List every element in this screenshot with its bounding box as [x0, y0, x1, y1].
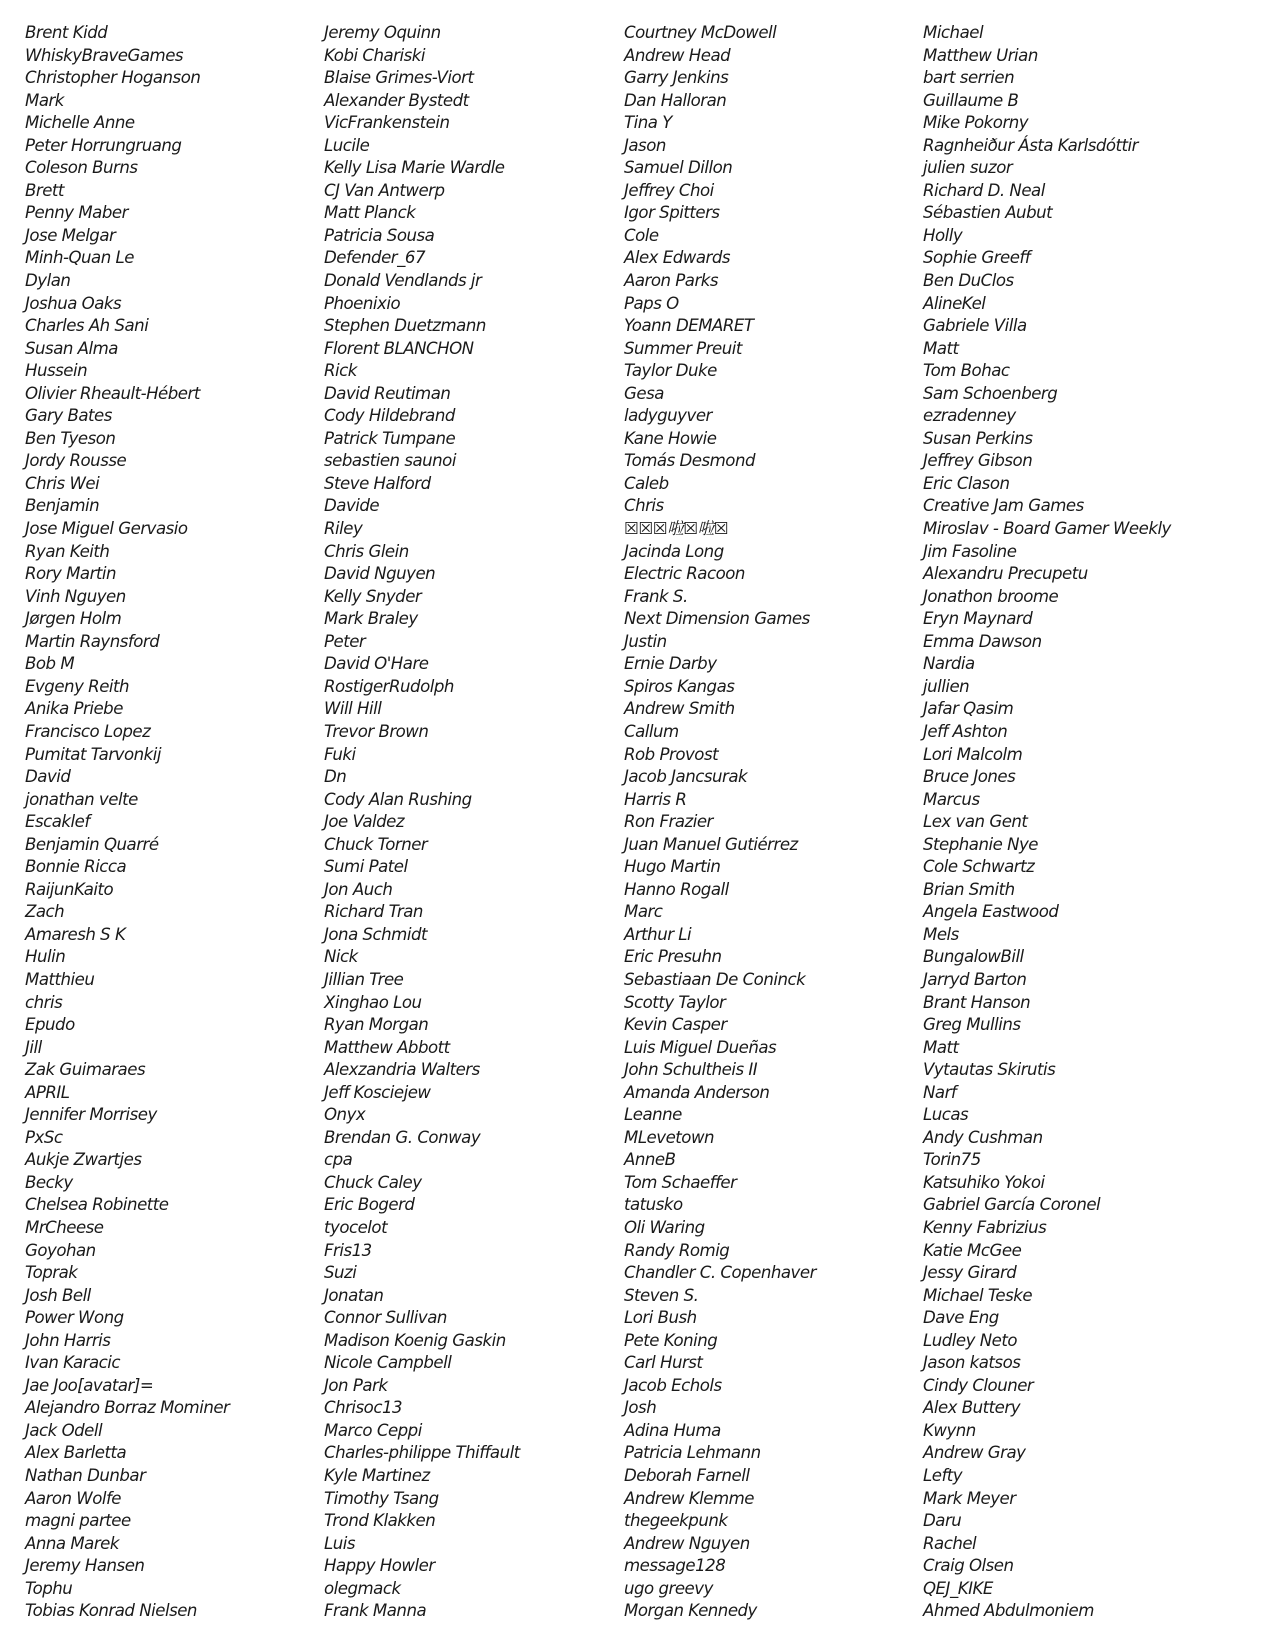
name-entry: Rachel: [923, 1533, 977, 1553]
name-entry: Jonatan: [324, 1285, 384, 1305]
name-entry: David O'Hare: [324, 654, 429, 674]
name-entry: Nick: [324, 947, 358, 967]
name-entry: Vinh Nguyen: [25, 586, 126, 606]
name-entry: Ahmed Abdulmoniem: [923, 1601, 1094, 1621]
name-entry: thegeekpunk: [624, 1511, 728, 1531]
name-entry: tatusko: [624, 1195, 683, 1215]
name-entry: Brett: [25, 180, 64, 200]
name-entry: Garry Jenkins: [624, 68, 729, 88]
name-entry: Courtney McDowell: [624, 23, 777, 42]
name-entry: Stephen Duetzmann: [324, 316, 486, 336]
name-entry: jullien: [923, 676, 970, 696]
name-entry: Riley: [324, 519, 363, 539]
name-entry: Ludley Neto: [923, 1330, 1017, 1350]
name-entry: Jennifer Morrisey: [25, 1105, 157, 1125]
name-entry: Francisco Lopez: [25, 721, 151, 741]
name-entry: Jacinda Long: [624, 541, 724, 561]
name-entry: Emma Dawson: [923, 631, 1042, 651]
name-entry: RaijunKaito: [25, 879, 114, 899]
name-entry: Matt Planck: [324, 203, 416, 223]
name-entry: bart serrien: [923, 68, 1015, 88]
name-entry: Mark Meyer: [923, 1488, 1016, 1508]
name-entry: Chuck Caley: [324, 1172, 422, 1192]
name-entry: Stephanie Nye: [923, 834, 1039, 854]
name-entry: Xinghao Lou: [324, 992, 422, 1012]
name-entry: John Schultheis II: [624, 1060, 758, 1080]
name-entry: John Harris: [25, 1330, 111, 1350]
name-entry: Kenny Fabrizius: [923, 1217, 1047, 1237]
name-entry: Jacob Echols: [624, 1375, 722, 1395]
name-entry: Matthieu: [25, 969, 95, 989]
name-entry: Andrew Smith: [624, 699, 735, 719]
name-entry: Benjamin: [25, 496, 100, 516]
name-entry: Cody Hildebrand: [324, 406, 455, 426]
name-entry: Carl Hurst: [624, 1353, 703, 1373]
name-entry: Kevin Casper: [624, 1015, 727, 1035]
name-entry: Goyohan: [25, 1240, 96, 1260]
name-entry: Happy Howler: [324, 1556, 435, 1576]
name-entry: Matthew Urian: [923, 45, 1038, 65]
name-entry: Jeremy Oquinn: [324, 23, 441, 42]
name-entry: Jason: [624, 135, 666, 155]
name-entry: Jill: [25, 1037, 42, 1057]
name-entry: CJ Van Antwerp: [324, 180, 445, 200]
name-entry: ladyguyver: [624, 406, 712, 426]
name-entry: Alexander Bystedt: [324, 90, 469, 110]
name-entry: Caleb: [624, 473, 669, 493]
name-entry: Charles Ah Sani: [25, 316, 149, 336]
name-entry: Tophu: [25, 1578, 73, 1598]
name-entry: Marc: [624, 902, 663, 922]
name-entry: Benjamin Quarré: [25, 834, 159, 854]
name-entry: Sam Schoenberg: [923, 383, 1058, 403]
name-entry: Susan Perkins: [923, 428, 1033, 448]
name-entry: Gabriele Villa: [923, 316, 1027, 336]
name-entry: Brian Smith: [923, 879, 1015, 899]
name-entry: Torin75: [923, 1150, 981, 1170]
name-entry: Joshua Oaks: [25, 293, 122, 313]
name-entry: Jim Fasoline: [923, 541, 1017, 561]
name-entry: Jeff Kosciejew: [324, 1082, 431, 1102]
name-entry: Zach: [25, 902, 65, 922]
name-entry: Penny Maber: [25, 203, 128, 223]
name-entry: message128: [624, 1556, 726, 1576]
name-entry: ezradenney: [923, 406, 1016, 426]
name-entry: Kelly Snyder: [324, 586, 422, 606]
name-entry: Hanno Rogall: [624, 879, 729, 899]
name-entry: Alexandru Precupetu: [923, 564, 1088, 584]
name-column-3: [624, 22, 924, 1623]
name-entry: Nardia: [923, 654, 975, 674]
name-entry: sebastien saunoi: [324, 451, 456, 471]
name-entry: ugo greevy: [624, 1578, 713, 1598]
name-entry: Evgeny Reith: [25, 676, 130, 696]
name-entry: Gesa: [624, 383, 664, 403]
name-entry: Lucile: [324, 135, 370, 155]
name-entry: Mark Braley: [324, 609, 418, 629]
name-entry: Josh: [624, 1398, 657, 1418]
name-entry: Andy Cushman: [923, 1127, 1043, 1147]
name-entry: Epudo: [25, 1015, 75, 1035]
name-entry: Vytautas Skirutis: [923, 1060, 1056, 1080]
name-entry: Mark: [25, 90, 64, 110]
name-entry: Amanda Anderson: [624, 1082, 770, 1102]
name-entry: Dylan: [25, 271, 71, 291]
name-entry: Andrew Nguyen: [624, 1533, 750, 1553]
name-entry: Ron Frazier: [624, 812, 713, 832]
name-entry: Brendan G. Conway: [324, 1127, 481, 1147]
name-entry: Eric Bogerd: [324, 1195, 415, 1215]
name-entry: Leanne: [624, 1105, 682, 1125]
name-entry: Cody Alan Rushing: [324, 789, 472, 809]
name-entry: Fuki: [324, 744, 356, 764]
name-entry: Mels: [923, 924, 959, 944]
name-entry: Trevor Brown: [324, 721, 429, 741]
name-entry: Luis Miguel Dueñas: [624, 1037, 777, 1057]
name-entry: Cole: [624, 225, 659, 245]
name-entry: Tina Y: [624, 113, 672, 133]
name-entry: Scotty Taylor: [624, 992, 726, 1012]
name-entry: Jon Auch: [324, 879, 393, 899]
name-entry: Hussein: [25, 361, 88, 381]
name-entry: Sebastiaan De Coninck: [624, 969, 806, 989]
name-entry: Jeffrey Choi: [624, 180, 714, 200]
name-entry: Alex Barletta: [25, 1443, 127, 1463]
name-entry: Michelle Anne: [25, 113, 135, 133]
name-entry: Patrick Tumpane: [324, 428, 456, 448]
name-entry: Jeffrey Gibson: [923, 451, 1033, 471]
name-entry: Cole Schwartz: [923, 857, 1035, 877]
name-entry: MrCheese: [25, 1217, 104, 1237]
name-entry: VicFrankenstein: [324, 113, 450, 133]
name-entry: Jacob Jancsurak: [624, 767, 748, 787]
name-entry: Rob Provost: [624, 744, 719, 764]
name-entry: Will Hill: [324, 699, 382, 719]
name-entry: MLevetown: [624, 1127, 715, 1147]
name-entry: Peter: [324, 631, 366, 651]
name-entry: tyocelot: [324, 1217, 388, 1237]
name-entry: cpa: [324, 1150, 353, 1170]
name-entry: Tom Schaeffer: [624, 1172, 737, 1192]
name-entry: Holly: [923, 225, 963, 245]
name-entry: Zak Guimaraes: [25, 1060, 146, 1080]
name-column-4: [923, 22, 1223, 1623]
name-entry: WhiskyBraveGames: [25, 45, 184, 65]
name-entry: Electric Racoon: [624, 564, 745, 584]
name-entry: Madison Koenig Gaskin: [324, 1330, 506, 1350]
name-entry: Hulin: [25, 947, 66, 967]
name-entry: Morgan Kennedy: [624, 1601, 757, 1621]
name-entry: Aaron Parks: [624, 271, 719, 291]
name-entry: Florent BLANCHON: [324, 338, 474, 358]
name-entry: Ivan Karacic: [25, 1353, 120, 1373]
name-entry: Nathan Dunbar: [25, 1466, 146, 1485]
name-entry: Bob M: [25, 654, 75, 674]
name-entry: magni partee: [25, 1511, 131, 1531]
name-entry: Jae Joo[avatar]=: [25, 1375, 154, 1395]
name-entry: Alex Buttery: [923, 1398, 1021, 1418]
name-entry: Juan Manuel Gutiérrez: [624, 834, 798, 854]
name-entry: Lefty: [923, 1466, 963, 1485]
name-entry: Sophie Greeff: [923, 248, 1031, 268]
name-entry: Gabriel García Coronel: [923, 1195, 1101, 1215]
name-entry: Bonnie Ricca: [25, 857, 127, 877]
name-entry: Matt: [923, 1037, 959, 1057]
name-entry: Marcus: [923, 789, 980, 809]
name-entry: Adina Huma: [624, 1420, 721, 1440]
name-entry: Defender_67: [324, 248, 426, 268]
name-entry: Yoann DEMARET: [624, 316, 754, 336]
name-entry: Andrew Head: [624, 45, 731, 65]
name-entry: Rick: [324, 361, 357, 381]
name-entry: Olivier Rheault-Hébert: [25, 383, 200, 403]
name-entry: Chandler C. Copenhaver: [624, 1263, 816, 1283]
name-entry: Jeremy Hansen: [25, 1556, 145, 1576]
name-entry: chris: [25, 992, 63, 1012]
name-entry: Ben Tyeson: [25, 428, 116, 448]
name-entry: Marco Ceppi: [324, 1420, 422, 1440]
name-entry: Ragnheiður Ásta Karlsdóttir: [923, 135, 1138, 155]
name-entry: Samuel Dillon: [624, 158, 733, 178]
name-entry: Sébastien Aubut: [923, 203, 1053, 223]
name-entry: Brant Hanson: [923, 992, 1031, 1012]
name-entry: jonathan velte: [25, 789, 138, 809]
name-entry: APRIL: [25, 1082, 70, 1102]
name-entry: Lucas: [923, 1105, 969, 1125]
name-entry: Kane Howie: [624, 428, 717, 448]
name-entry: Jack Odell: [25, 1420, 103, 1440]
name-entry: Harris R: [624, 789, 687, 809]
name-entry: Luis: [324, 1533, 356, 1553]
name-entry: Connor Sullivan: [324, 1308, 447, 1328]
name-entry: Eryn Maynard: [923, 609, 1033, 629]
name-entry: BungalowBill: [923, 947, 1024, 967]
name-entry: Josh Bell: [25, 1285, 91, 1305]
name-entry: Kwynn: [923, 1420, 976, 1440]
name-entry: Dave Eng: [923, 1308, 999, 1328]
name-entry: Jona Schmidt: [324, 924, 427, 944]
name-entry: Spiros Kangas: [624, 676, 735, 696]
name-entry: QEJ_KIKE: [923, 1578, 993, 1598]
name-entry: Hugo Martin: [624, 857, 721, 877]
name-entry: Jon Park: [324, 1375, 388, 1395]
name-entry: Guillaume B: [923, 90, 1019, 110]
name-entry: Lori Malcolm: [923, 744, 1023, 764]
name-entry: Matthew Abbott: [324, 1037, 450, 1057]
name-entry: Ernie Darby: [624, 654, 717, 674]
name-entry: Creative Jam Games: [923, 496, 1084, 516]
name-entry: Oli Waring: [624, 1217, 705, 1237]
name-entry: Chelsea Robinette: [25, 1195, 169, 1215]
name-entry: Andrew Gray: [923, 1443, 1026, 1463]
name-entry: Patricia Sousa: [324, 225, 435, 245]
name-entry: Craig Olsen: [923, 1556, 1014, 1576]
name-entry: Patricia Lehmann: [624, 1443, 761, 1463]
name-entry: Igor Spitters: [624, 203, 720, 223]
name-entry: Chris Wei: [25, 473, 100, 493]
name-entry: Arthur Li: [624, 924, 692, 944]
name-entry: Aaron Wolfe: [25, 1488, 122, 1508]
name-entry: Phoenixio: [324, 293, 401, 313]
name-entry: Chuck Torner: [324, 834, 428, 854]
name-entry: Bruce Jones: [923, 767, 1016, 787]
name-entry: Donald Vendlands jr: [324, 271, 482, 291]
name-entry: Next Dimension Games: [624, 609, 810, 629]
name-entry: Minh-Quan Le: [25, 248, 134, 268]
name-entry: Ryan Morgan: [324, 1015, 429, 1035]
name-entry: Anna Marek: [25, 1533, 119, 1553]
name-entry: Becky: [25, 1172, 73, 1192]
name-entry: Davide: [324, 496, 380, 516]
name-entry: Greg Mullins: [923, 1015, 1021, 1035]
name-entry: AlineKel: [923, 293, 986, 313]
name-entry: Angela Eastwood: [923, 902, 1059, 922]
name-entry: Gary Bates: [25, 406, 112, 426]
name-entry: Nicole Campbell: [324, 1353, 452, 1373]
name-entry: Onyx: [324, 1105, 366, 1125]
name-entry: Narf: [923, 1082, 957, 1102]
name-entry: Frank Manna: [324, 1601, 427, 1621]
name-entry: Blaise Grimes-Viort: [324, 68, 474, 88]
name-entry: Jarryd Barton: [923, 969, 1027, 989]
name-entry: Charles-philippe Thiffault: [324, 1443, 520, 1463]
name-column-2: [324, 22, 624, 1623]
name-entry: David Nguyen: [324, 564, 436, 584]
name-entry: Tobias Konrad Nielsen: [25, 1601, 197, 1621]
name-entry: Steven S.: [624, 1285, 699, 1305]
name-entry: Tom Bohac: [923, 361, 1010, 381]
name-entry: Jordy Rousse: [25, 451, 127, 471]
name-entry: Pumitat Tarvonkij: [25, 744, 161, 764]
name-entry: Lex van Gent: [923, 812, 1028, 832]
name-entry: Chris: [624, 496, 664, 516]
name-entry: Chris Glein: [324, 541, 409, 561]
name-entry: Michael: [923, 23, 984, 42]
name-entry: Brent Kidd: [25, 23, 108, 42]
name-entry: Summer Preuit: [624, 338, 742, 358]
name-entry: Andrew Klemme: [624, 1488, 755, 1508]
name-entry: Matt: [923, 338, 959, 358]
name-entry: Richard D. Neal: [923, 180, 1045, 200]
name-entry: Lori Bush: [624, 1308, 697, 1328]
name-entry: Martin Raynsford: [25, 631, 160, 651]
name-entry: Jillian Tree: [324, 969, 404, 989]
name-entry: Peter Horrungruang: [25, 135, 182, 155]
name-entry: Deborah Farnell: [624, 1466, 750, 1485]
name-entry: David Reutiman: [324, 383, 451, 403]
name-entry: Jeff Ashton: [923, 721, 1008, 741]
name-entry: Christopher Hoganson: [25, 68, 201, 88]
name-entry: Tomás Desmond: [624, 451, 755, 471]
name-entry: olegmack: [324, 1578, 401, 1598]
name-entry: Cindy Clouner: [923, 1375, 1034, 1395]
name-entry: ☒☒☒啦☒啦☒: [624, 519, 729, 539]
name-entry: Kobi Chariski: [324, 45, 425, 65]
name-entry: Rory Martin: [25, 564, 117, 584]
name-entry: Taylor Duke: [624, 361, 717, 381]
name-entry: Daru: [923, 1511, 962, 1531]
name-entry: Alejandro Borraz Mominer: [25, 1398, 230, 1418]
name-entry: Eric Presuhn: [624, 947, 722, 967]
name-entry: Ryan Keith: [25, 541, 110, 561]
name-entry: Toprak: [25, 1263, 78, 1283]
name-entry: Amaresh S K: [25, 924, 126, 944]
name-entry: Jørgen Holm: [25, 609, 122, 629]
name-entry: Paps O: [624, 293, 679, 313]
name-entry: Jonathon broome: [923, 586, 1059, 606]
name-entry: Susan Alma: [25, 338, 118, 358]
name-entry: Jose Miguel Gervasio: [25, 519, 188, 539]
name-entry: Mike Pokorny: [923, 113, 1029, 133]
name-entry: Aukje Zwartjes: [25, 1150, 142, 1170]
name-entry: David: [25, 767, 71, 787]
name-entry: Joe Valdez: [324, 812, 405, 832]
name-entry: Alexzandria Walters: [324, 1060, 480, 1080]
name-entry: Richard Tran: [324, 902, 423, 922]
name-entry: Katsuhiko Yokoi: [923, 1172, 1045, 1192]
name-entry: Chrisoc13: [324, 1398, 403, 1418]
name-entry: Jessy Girard: [923, 1263, 1017, 1283]
name-entry: Michael Teske: [923, 1285, 1033, 1305]
name-entry: Jafar Qasim: [923, 699, 1014, 719]
name-entry: Eric Clason: [923, 473, 1010, 493]
name-column-1: [25, 22, 325, 1623]
name-entry: Katie McGee: [923, 1240, 1022, 1260]
name-entry: julien suzor: [923, 158, 1013, 178]
name-entry: Dn: [324, 767, 347, 787]
name-entry: Anika Priebe: [25, 699, 123, 719]
name-entry: Escaklef: [25, 812, 90, 832]
name-entry: Kyle Martinez: [324, 1466, 430, 1485]
name-entry: RostigerRudolph: [324, 676, 454, 696]
name-entry: PxSc: [25, 1127, 63, 1147]
name-entry: Suzi: [324, 1263, 357, 1283]
name-entry: Jose Melgar: [25, 225, 116, 245]
name-entry: Dan Halloran: [624, 90, 727, 110]
name-entry: Fris13: [324, 1240, 372, 1260]
name-entry: Alex Edwards: [624, 248, 731, 268]
name-entry: Kelly Lisa Marie Wardle: [324, 158, 505, 178]
name-entry: Sumi Patel: [324, 857, 408, 877]
name-entry: Callum: [624, 721, 679, 741]
name-entry: Frank S.: [624, 586, 688, 606]
name-entry: Pete Koning: [624, 1330, 718, 1350]
name-entry: Trond Klakken: [324, 1511, 436, 1531]
name-entry: Coleson Burns: [25, 158, 138, 178]
name-entry: Timothy Tsang: [324, 1488, 439, 1508]
name-entry: Miroslav - Board Gamer Weekly: [923, 519, 1171, 539]
name-entry: Steve Halford: [324, 473, 431, 493]
name-entry: Power Wong: [25, 1308, 124, 1328]
name-entry: Justin: [624, 631, 667, 651]
name-entry: Jason katsos: [923, 1353, 1021, 1373]
name-entry: Randy Romig: [624, 1240, 730, 1260]
name-entry: Ben DuClos: [923, 271, 1014, 291]
name-entry: AnneB: [624, 1150, 676, 1170]
